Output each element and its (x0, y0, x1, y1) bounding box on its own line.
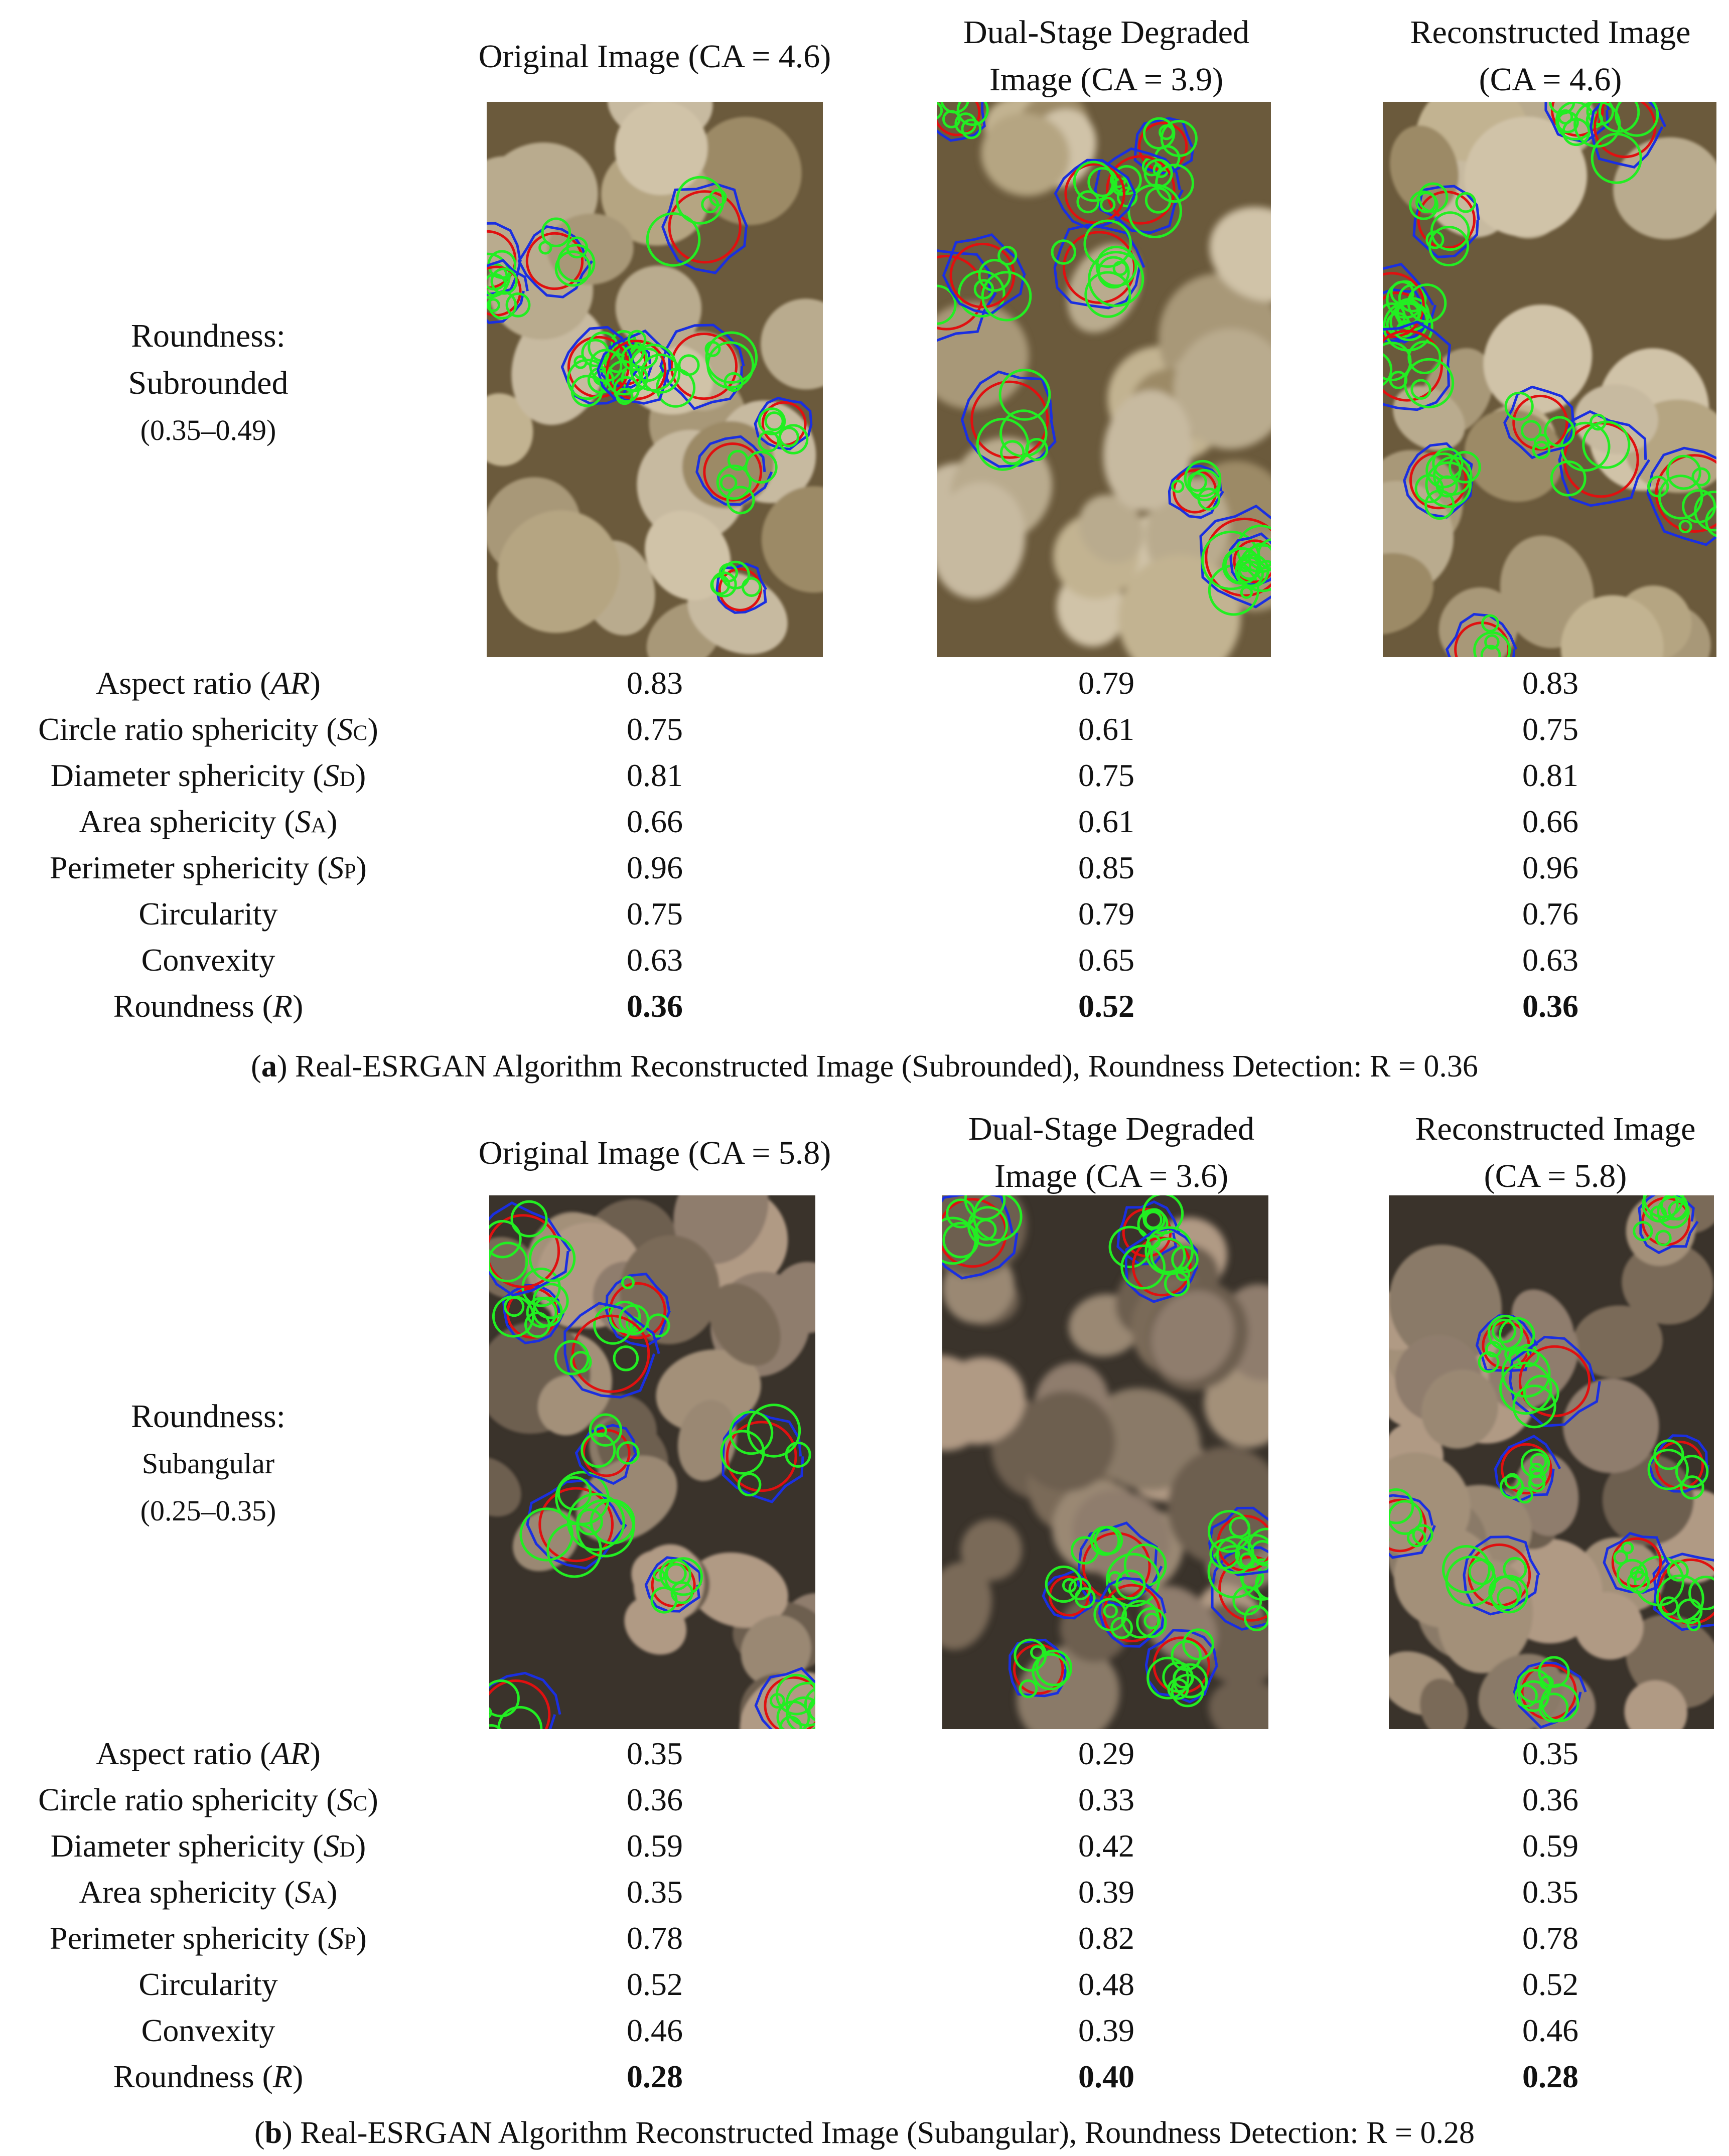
metric-row (0, 845, 1729, 891)
metric-value: 0.76 (1522, 896, 1578, 932)
metric-label: Aspect ratio ( (96, 665, 271, 701)
metric-symbol-subscript: A (311, 1884, 327, 1908)
metric-label: Circle ratio sphericity ( (38, 711, 337, 747)
caption-letter: b (264, 2116, 282, 2150)
metric-value: 0.81 (1522, 757, 1578, 793)
metric-row (0, 1869, 1729, 1915)
metric-row (0, 1961, 1729, 2008)
grain-photo (942, 1195, 1268, 1729)
metric-value: 0.52 (627, 1966, 683, 2002)
metric-label: Diameter sphericity ( (50, 1828, 324, 1864)
metric-row (0, 660, 1729, 706)
column-header-line: Reconstructed Image (1410, 14, 1691, 51)
column-header-line: Dual-Stage Degraded (963, 14, 1249, 51)
metric-symbol: S (337, 711, 353, 747)
metric-value: 0.75 (1522, 711, 1578, 747)
metric-name (0, 706, 416, 756)
column-header-line: Image (CA = 3.9) (989, 61, 1224, 98)
metric-value: 0.39 (1078, 2013, 1134, 2048)
metric-close-paren: ) (310, 665, 321, 701)
metric-symbol: S (328, 1920, 344, 1956)
grain-photo (1383, 102, 1716, 657)
caption-text: ) Real-ESRGAN Algorithm Reconstructed Image (Subrounded), Roundness Detection: R = 0.36 (276, 1049, 1478, 1084)
metric-row (0, 752, 1729, 799)
metric-symbol: AR (270, 1736, 310, 1771)
metric-symbol-subscript: A (311, 813, 327, 837)
metric-value: 0.36 (1522, 988, 1578, 1024)
metric-value: 0.61 (1078, 804, 1134, 839)
column-header-line: Reconstructed Image (1415, 1111, 1696, 1147)
metric-value: 0.75 (1078, 757, 1134, 793)
metric-name (0, 1823, 416, 1873)
original-image (487, 102, 823, 657)
metric-value: 0.75 (627, 896, 683, 932)
grain-photo (489, 1195, 815, 1729)
metric-value: 0.35 (627, 1736, 683, 1771)
metric-name (0, 1731, 416, 1777)
metric-row (0, 799, 1729, 845)
metric-value: 0.66 (627, 804, 683, 839)
metric-symbol-subscript: C (353, 1791, 368, 1815)
column-header (860, 1106, 1362, 1200)
metric-value: 0.65 (1078, 942, 1134, 978)
column-header-line: Original Image (CA = 5.8) (478, 1135, 831, 1171)
metric-symbol-subscript: P (344, 859, 356, 883)
metric-value: 0.81 (627, 757, 683, 793)
metric-symbol: S (337, 1782, 353, 1817)
column-header (855, 9, 1357, 103)
metric-value: 0.28 (627, 2059, 683, 2094)
metric-label: Area sphericity ( (79, 804, 295, 839)
metric-value: 0.78 (1522, 1920, 1578, 1956)
metric-row (0, 706, 1729, 752)
metric-close-paren: ) (293, 988, 304, 1024)
metric-symbol: S (323, 757, 340, 793)
original-image (489, 1195, 815, 1729)
metric-value: 0.28 (1522, 2059, 1578, 2094)
column-header (404, 1130, 906, 1177)
metric-row (0, 937, 1729, 983)
metric-value: 0.96 (627, 850, 683, 885)
metric-value: 0.52 (1078, 988, 1134, 1024)
metric-row (0, 2054, 1729, 2100)
metric-row (0, 1777, 1729, 1823)
figure-caption: (b) Real-ESRGAN Algorithm Reconstructed Image (Subangular), Roundness Detection: R = 0.28 (254, 2116, 1475, 2150)
caption-letter: a (261, 1049, 277, 1084)
metric-row (0, 891, 1729, 937)
metric-close-paren: ) (293, 2059, 304, 2094)
metric-name (0, 891, 416, 937)
metric-name (0, 2008, 416, 2054)
row-label (58, 313, 359, 454)
metric-name (0, 752, 416, 802)
metric-symbol: S (323, 1828, 340, 1864)
metric-name (0, 660, 416, 706)
metric-value: 0.75 (627, 711, 683, 747)
metric-value: 0.39 (1078, 1874, 1134, 1910)
column-header (404, 33, 906, 80)
metric-symbol-subscript: D (339, 1837, 355, 1862)
metric-value: 0.35 (627, 1874, 683, 1910)
metric-symbol: R (272, 2059, 293, 2094)
metric-value: 0.36 (627, 988, 683, 1024)
metric-value: 0.46 (1522, 2013, 1578, 2048)
column-header-line: (CA = 4.6) (1479, 61, 1622, 98)
metric-label: Convexity (141, 2013, 275, 2048)
figure-caption: (a) Real-ESRGAN Algorithm Reconstructed Image (Subrounded), Roundness Detection: R = 0.36 (251, 1049, 1478, 1084)
metric-symbol: S (295, 804, 311, 839)
metric-value: 0.63 (627, 942, 683, 978)
row-label (58, 1393, 359, 1534)
metric-value: 0.42 (1078, 1828, 1134, 1864)
metric-name (0, 845, 416, 894)
degraded-image (942, 1195, 1268, 1729)
metric-label: Diameter sphericity ( (50, 757, 324, 793)
metric-name (0, 1869, 416, 1919)
metric-value: 0.63 (1522, 942, 1578, 978)
column-header-line: Original Image (CA = 4.6) (478, 38, 831, 75)
metric-close-paren: ) (356, 850, 367, 885)
metric-value: 0.78 (627, 1920, 683, 1956)
column-header-line: Dual-Stage Degraded (968, 1111, 1254, 1147)
metric-value: 0.46 (627, 2013, 683, 2048)
row-label-class: Subangular (141, 1447, 275, 1480)
metric-value: 0.40 (1078, 2059, 1134, 2094)
caption-text: ) Real-ESRGAN Algorithm Reconstructed Image (Subangular), Roundness Detection: R = 0.28 (282, 2116, 1475, 2150)
metric-label: Area sphericity ( (79, 1874, 295, 1910)
metric-value: 0.35 (1522, 1736, 1578, 1771)
metric-close-paren: ) (310, 1736, 321, 1771)
metric-value: 0.59 (1522, 1828, 1578, 1864)
metric-symbol-subscript: P (344, 1930, 356, 1954)
metric-value: 0.83 (627, 665, 683, 701)
metric-symbol: S (295, 1874, 311, 1910)
metric-name (0, 983, 416, 1029)
metric-label: Circularity (138, 1966, 278, 2002)
metric-row (0, 1823, 1729, 1869)
metric-value: 0.59 (627, 1828, 683, 1864)
metric-name (0, 799, 416, 848)
metric-close-paren: ) (367, 1782, 378, 1817)
metric-value: 0.82 (1078, 1920, 1134, 1956)
reconstructed-image (1389, 1195, 1714, 1729)
metric-symbol: R (272, 988, 293, 1024)
metric-symbol: S (328, 850, 344, 885)
metric-label: Roundness ( (113, 988, 273, 1024)
metric-value: 0.35 (1522, 1874, 1578, 1910)
metric-close-paren: ) (327, 1874, 338, 1910)
column-header (1300, 9, 1729, 103)
metric-close-paren: ) (356, 1920, 367, 1956)
column-header-line: Image (CA = 3.6) (994, 1158, 1229, 1194)
metric-close-paren: ) (367, 711, 378, 747)
row-label-title: Roundness: (130, 318, 286, 354)
row-label-class: Subrounded (128, 365, 289, 401)
metric-symbol: AR (270, 665, 310, 701)
metric-row (0, 983, 1729, 1029)
reconstructed-image (1383, 102, 1716, 657)
metric-row (0, 2008, 1729, 2054)
metric-symbol-subscript: C (353, 721, 368, 745)
metric-value: 0.83 (1522, 665, 1578, 701)
metric-row (0, 1915, 1729, 1961)
metric-value: 0.61 (1078, 711, 1134, 747)
metric-row (0, 1731, 1729, 1777)
column-header-line: (CA = 5.8) (1484, 1158, 1627, 1194)
metric-value: 0.66 (1522, 804, 1578, 839)
row-label-range: (0.25–0.35) (140, 1494, 276, 1527)
metric-value: 0.36 (627, 1782, 683, 1817)
metric-name (0, 1777, 416, 1826)
metric-name (0, 2054, 416, 2100)
metric-value: 0.33 (1078, 1782, 1134, 1817)
metric-value: 0.85 (1078, 850, 1134, 885)
metric-value: 0.79 (1078, 665, 1134, 701)
metric-symbol-subscript: D (339, 767, 355, 791)
row-label-range: (0.35–0.49) (140, 414, 276, 446)
grain-photo (937, 102, 1271, 657)
metric-close-paren: ) (355, 757, 366, 793)
metric-value: 0.36 (1522, 1782, 1578, 1817)
metric-label: Circularity (138, 896, 278, 932)
metric-name (0, 1915, 416, 1965)
metric-label: Convexity (141, 942, 275, 978)
metric-value: 0.48 (1078, 1966, 1134, 2002)
metric-value: 0.29 (1078, 1736, 1134, 1771)
row-label-title: Roundness: (130, 1398, 286, 1435)
metric-label: Roundness ( (113, 2059, 273, 2094)
metric-name (0, 1961, 416, 2008)
metric-value: 0.96 (1522, 850, 1578, 885)
grain-photo (1389, 1195, 1714, 1729)
metric-label: Perimeter sphericity ( (50, 1920, 328, 1956)
metric-label: Aspect ratio ( (96, 1736, 271, 1771)
metric-value: 0.52 (1522, 1966, 1578, 2002)
metric-label: Perimeter sphericity ( (50, 850, 328, 885)
metric-close-paren: ) (327, 804, 338, 839)
metric-value: 0.79 (1078, 896, 1134, 932)
degraded-image (937, 102, 1271, 657)
grain-photo (487, 102, 823, 657)
metric-label: Circle ratio sphericity ( (38, 1782, 337, 1817)
column-header (1305, 1106, 1729, 1200)
metric-close-paren: ) (355, 1828, 366, 1864)
metric-name (0, 937, 416, 983)
